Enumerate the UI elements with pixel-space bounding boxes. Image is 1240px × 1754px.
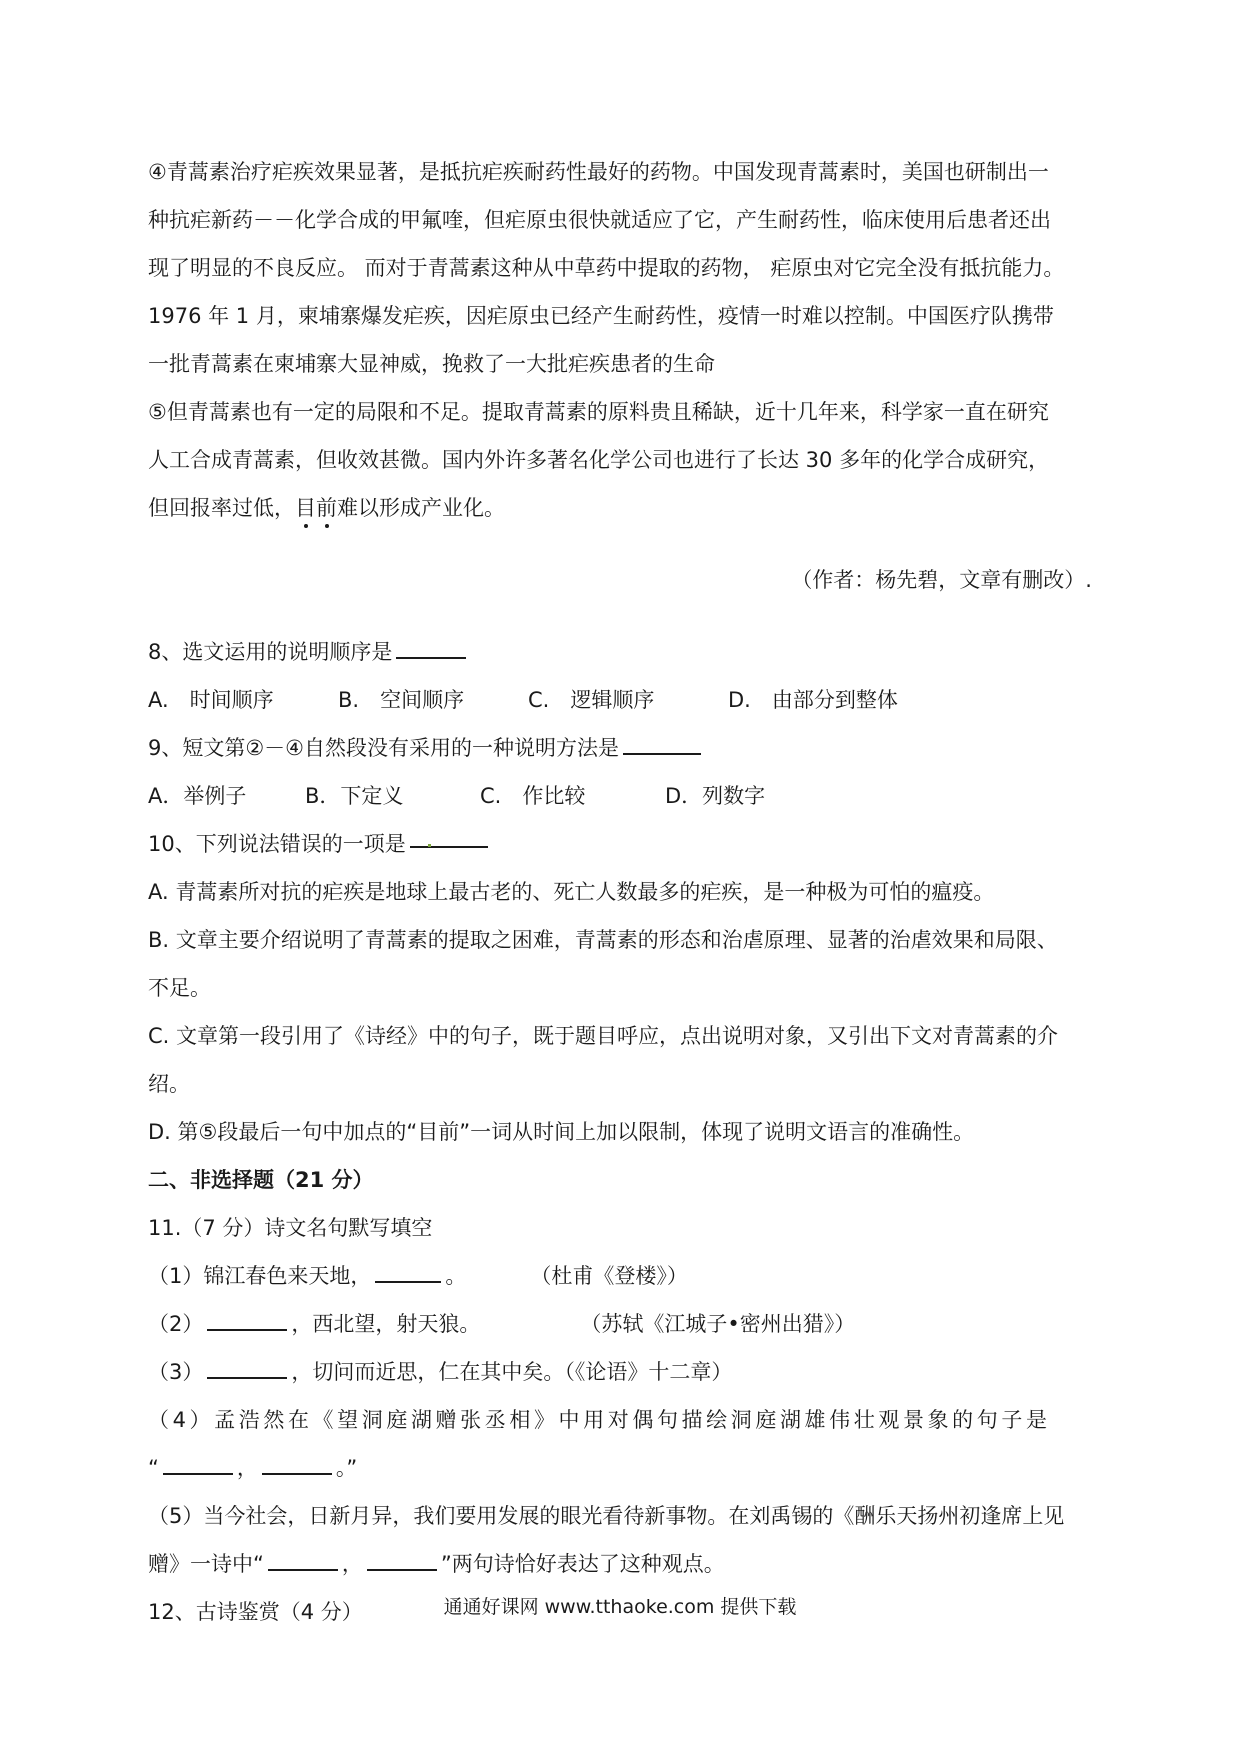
page-footer: 通通好课网 www.tthaoke.com 提供下载	[443, 1596, 797, 1618]
passage-line: ⑤但青蒿素也有一定的局限和不足。提取青蒿素的原料贵且稀缺，近十几年来，科学家一直在研究	[148, 400, 1049, 424]
answer-blank[interactable]	[410, 820, 488, 848]
option-d[interactable]: D. 由部分到整体	[728, 688, 898, 712]
question-11-item-5-answer	[148, 1540, 1098, 1588]
answer-blank[interactable]	[262, 1447, 332, 1475]
question-8-options	[148, 676, 1098, 724]
question-text: 10、下列说法错误的一项是	[148, 832, 406, 856]
question-11-item-2	[148, 1300, 1098, 1348]
question-10-option-b-line[interactable]: 不足。	[148, 976, 211, 1000]
question-10-option-b-line[interactable]: B. 文章主要介绍说明了青蒿素的提取之困难，青蒿素的形态和治虐原理、显著的治虐效果和局限、	[148, 928, 1058, 952]
passage-line: 1976 年 1 月，柬埔寨爆发疟疾，因疟原虫已经产生耐药性，疫情一时难以控制。中国医疗队携带	[148, 304, 1054, 328]
page-content	[148, 148, 1098, 1636]
ink-mark	[428, 844, 431, 847]
option-a[interactable]: A. 时间顺序	[148, 688, 274, 712]
question-11-stem: 11.（7 分）诗文名句默写填空	[148, 1216, 433, 1240]
answer-blank[interactable]	[207, 1303, 287, 1331]
emphasized-char: 目	[295, 496, 316, 520]
quote-mark: “	[148, 1456, 159, 1480]
question-text: 8、选文运用的说明顺序是	[148, 640, 393, 664]
item-text: （1）锦江春色来天地，	[148, 1264, 372, 1288]
question-10-option-a[interactable]: A. 青蒿素所对抗的疟疾是地球上最古老的、死亡人数最多的疟疾，是一种极为可怕的瘟疫。	[148, 880, 995, 904]
question-11-item-1	[148, 1252, 1098, 1300]
question-10-stem	[148, 820, 1098, 868]
option-c[interactable]: C. 作比较	[480, 784, 586, 808]
option-d[interactable]: D．列数字	[665, 784, 766, 808]
passage-line: 种抗疟新药－－化学合成的甲氟喹，但疟原虫很快就适应了它，产生耐药性，临床使用后患者还出	[148, 208, 1051, 232]
item-text: 。”	[335, 1456, 358, 1480]
item-text: （2）	[148, 1312, 204, 1336]
question-11-item-4: （4）孟浩然在《望洞庭湖赠张丞相》中用对偶句描绘洞庭湖雄伟壮观景象的句子是	[148, 1408, 1051, 1432]
passage-text: 但回报率过低，	[148, 496, 295, 520]
answer-blank[interactable]	[623, 727, 701, 755]
option-b[interactable]: B．下定义	[305, 784, 404, 808]
answer-blank[interactable]	[375, 1255, 441, 1283]
passage-line: ④青蒿素治疗疟疾效果显著，是抵抗疟疾耐药性最好的药物。中国发现青蒿素时，美国也研制出一	[148, 160, 1049, 184]
question-10-option-c-line[interactable]: C. 文章第一段引用了《诗经》中的句子，既于题目呼应，点出说明对象，又引出下文对青蒿素的介	[148, 1024, 1059, 1048]
answer-blank[interactable]	[207, 1351, 287, 1379]
item-text: 赠》一诗中“	[148, 1552, 264, 1576]
question-8-stem	[148, 628, 1098, 676]
question-10-option-c-line[interactable]: 绍。	[148, 1072, 190, 1096]
question-9-stem	[148, 724, 1098, 772]
passage-line: 人工合成青蒿素，但收效甚微。国内外许多著名化学公司也进行了长达 30 多年的化学合成研究，	[148, 448, 1050, 472]
question-12-stem: 12、古诗鉴赏（4 分）	[148, 1600, 363, 1624]
answer-blank[interactable]	[396, 631, 466, 659]
item-text: ，	[236, 1456, 258, 1480]
passage-line: 现了明显的不良反应。 而对于青蒿素这种从中草药中提取的药物， 疟原虫对它完全没有抵抗能力。	[148, 256, 1065, 280]
poem-source: （苏轼《江城子•密州出猎》）	[580, 1312, 856, 1336]
item-text: ，	[341, 1552, 363, 1576]
question-11-item-5: （5）当今社会，日新月异，我们要用发展的眼光看待新事物。在刘禹锡的《酬乐天扬州初逢席上见	[148, 1504, 1065, 1528]
item-text: ，切问而近思，仁在其中矣。（《论语》十二章）	[291, 1360, 733, 1384]
option-b[interactable]: B. 空间顺序	[338, 688, 465, 712]
answer-blank[interactable]	[268, 1543, 338, 1571]
question-10-option-d[interactable]: D. 第⑤段最后一句中加点的“目前”一词从时间上加以限制，体现了说明文语言的准确性。	[148, 1120, 975, 1144]
answer-blank[interactable]	[163, 1447, 233, 1475]
passage-line	[148, 484, 1098, 532]
question-9-options	[148, 772, 1098, 820]
question-11-item-4-answer	[148, 1444, 1098, 1492]
passage-paragraph-4	[148, 148, 1098, 388]
item-text: ”两句诗恰好表达了这种观点。	[440, 1552, 725, 1576]
option-c[interactable]: C. 逻辑顺序	[528, 688, 655, 712]
emphasized-char: 前	[316, 496, 337, 520]
passage-line: 一批青蒿素在柬埔寨大显神威，挽救了一大批疟疾患者的生命	[148, 352, 715, 376]
item-text: ，西北望，射天狼。	[291, 1312, 481, 1336]
poem-source: （杜甫《登楼》）	[530, 1264, 688, 1288]
question-text: 9、短文第②－④自然段没有采用的一种说明方法是	[148, 736, 620, 760]
author-credit: （作者：杨先碧，文章有删改）.	[791, 568, 1092, 592]
item-text: 。	[445, 1264, 467, 1288]
section-heading: 二、非选择题（21 分）	[148, 1168, 374, 1192]
item-text: （3）	[148, 1360, 204, 1384]
passage-text: 难以形成产业化。	[337, 496, 505, 520]
question-11-item-3	[148, 1348, 1098, 1396]
passage-paragraph-5	[148, 388, 1098, 532]
answer-blank[interactable]	[367, 1543, 437, 1571]
option-a[interactable]: A．举例子	[148, 784, 247, 808]
